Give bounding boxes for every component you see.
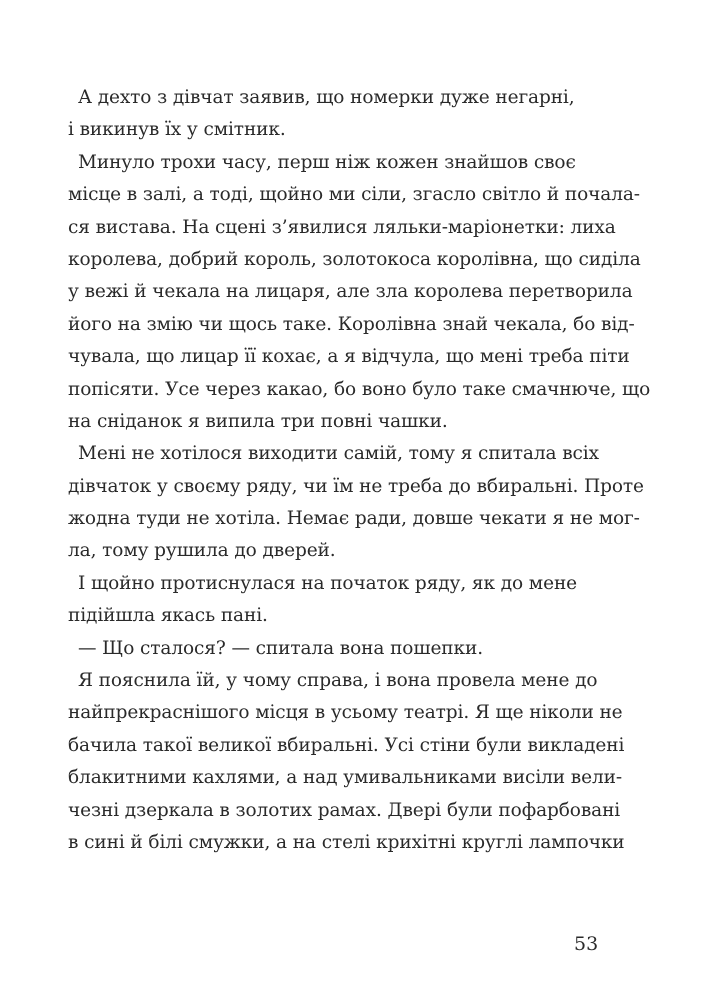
text-line: на сніданок я випила три повні чашки. — [68, 410, 448, 432]
text-line: жодна туди не хотіла. Немає ради, довше чекати я не мог- — [68, 508, 640, 530]
text-line: у вежі й чекала на лицаря, але зла королева перетворила — [68, 281, 633, 303]
page-number: 53 — [574, 933, 599, 955]
body-text — [68, 82, 651, 859]
text-line: і викинув їх у смітник. — [68, 119, 286, 141]
text-line: Я пояснила їй, у чому справа, і вона провела мене до — [78, 670, 598, 692]
text-line: Минуло трохи часу, перш ніж кожен знайшов своє — [78, 151, 576, 173]
text-line: блакитними кахлями, а над умивальниками висіли вели- — [68, 767, 622, 789]
text-line: І щойно протиснулася на початок ряду, як до мене — [78, 572, 578, 594]
text-line: місце в залі, а тоді, щойно ми сіли, згасло світло й почала- — [68, 184, 640, 206]
text-line: бачила такої великої вбиральні. Усі стіни були викладені — [68, 734, 625, 756]
text-line: чувала, що лицар її кохає, а я відчула, що мені треба піти — [68, 346, 630, 368]
text-line: ся вистава. На сцені з’явилися ляльки-маріонетки: лиха — [68, 216, 616, 238]
text-line: — Що сталося? — спитала вона пошепки. — [78, 637, 483, 659]
text-line: підійшла якась пані. — [68, 605, 268, 627]
text-line: королева, добрий король, золотокоса королівна, що сиділа — [68, 248, 641, 270]
text-line: дівчаток у своєму ряду, чи їм не треба до вбиральні. Проте — [68, 475, 644, 497]
text-line: попісяти. Усе через какао, бо воно було таке смачнюче, що — [68, 378, 651, 400]
text-line: найпрекраснішого місця в усьому театрі. Я ще ніколи не — [68, 702, 623, 724]
text-line: А дехто з дівчат заявив, що номерки дуже негарні, — [78, 87, 575, 108]
text-line: його на змію чи щось таке. Королівна знай чекала, бо від- — [68, 313, 635, 335]
text-line: ла, тому рушила до дверей. — [68, 540, 336, 562]
text-line: Мені не хотілося виходити самій, тому я спитала всіх — [78, 443, 599, 465]
text-line: чезні дзеркала в золотих рамах. Двері були пофарбовані — [68, 799, 621, 821]
text-line: в сині й білі смужки, а на стелі крихітні круглі лампочки — [68, 831, 625, 853]
